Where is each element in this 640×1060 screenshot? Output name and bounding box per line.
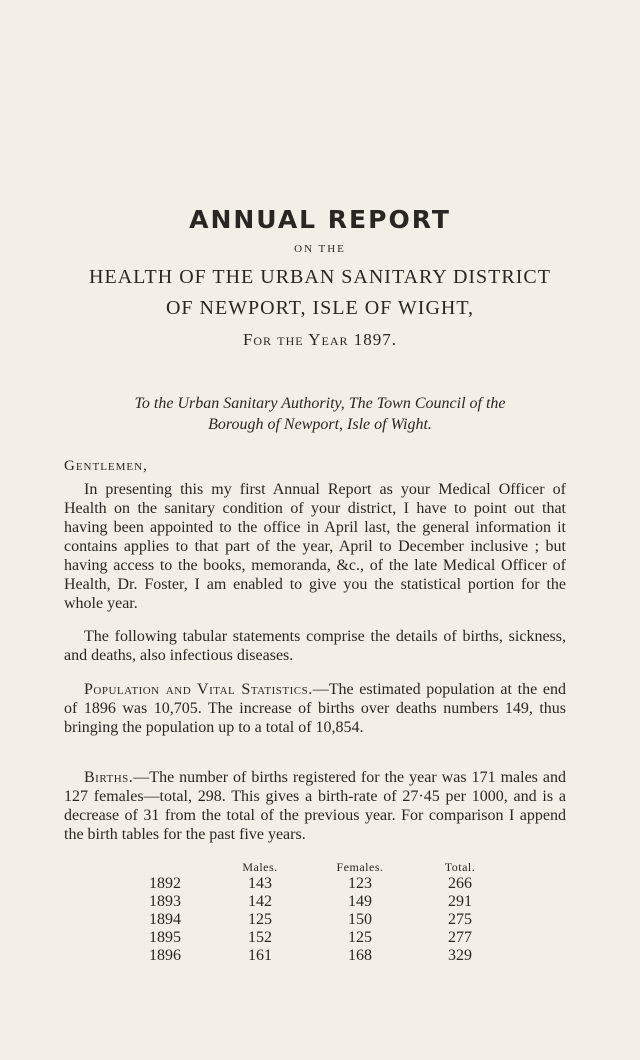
row-males: 142 <box>248 893 272 910</box>
row-total: 277 <box>448 929 472 946</box>
population-text: —The estimated population at the end of 1896 was 10,705. The increase of births over deaths numbers 149, thus bringing the population up to a total of 10,854. <box>64 681 566 736</box>
row-females: 168 <box>348 947 372 964</box>
row-year: 1896 <box>149 947 181 964</box>
report-year-line: For the Year 1897. <box>242 330 398 349</box>
row-year: 1894 <box>149 911 181 928</box>
row-year: 1895 <box>149 929 181 946</box>
header-year <box>120 860 210 875</box>
population-heading: Population and Vital Statistics. <box>84 681 313 698</box>
header-total: Total. <box>444 860 476 874</box>
row-females: 123 <box>348 875 372 892</box>
tabular-paragraph: The following tabular statements comprise the details of births, sickness, and deaths, also infectious diseases. <box>64 628 566 664</box>
report-district-line: HEALTH OF THE URBAN SANITARY DISTRICT <box>89 266 551 288</box>
report-subtitle-on-the: ON THE <box>294 243 346 255</box>
row-males: 152 <box>248 929 272 946</box>
births-table <box>120 860 510 965</box>
row-year: 1893 <box>149 893 181 910</box>
population-paragraph <box>64 680 566 737</box>
addressee-line-1: To the Urban Sanitary Authority, The Town Council of the <box>134 395 506 412</box>
row-females: 150 <box>348 911 372 928</box>
header-males: Males. <box>242 860 278 874</box>
salutation: Gentlemen, <box>64 458 148 474</box>
births-text: —The number of births registered for the year was 171 males and 127 females—total, 298. This gives a birth-rate of 27·45 per 1000, and is a decrease of 31 from the total of the previous year. For comparison I append the birth tables for the past five years. <box>64 769 566 843</box>
row-year: 1892 <box>149 875 181 892</box>
intro-paragraph <box>64 480 566 613</box>
table-row <box>120 893 510 911</box>
row-females: 149 <box>348 893 372 910</box>
row-total: 329 <box>448 947 472 964</box>
row-total: 266 <box>448 875 472 892</box>
row-males: 125 <box>248 911 272 928</box>
row-males: 161 <box>248 947 272 964</box>
births-heading: Births. <box>84 769 134 786</box>
row-males: 143 <box>248 875 272 892</box>
table-row <box>120 947 510 965</box>
row-total: 291 <box>448 893 472 910</box>
table-row <box>120 929 510 947</box>
table-row <box>120 875 510 893</box>
addressee-line-2: Borough of Newport, Isle of Wight. <box>208 416 432 433</box>
report-title: ANNUAL REPORT <box>189 205 451 234</box>
births-paragraph <box>64 768 566 844</box>
births-table-header <box>120 860 510 875</box>
table-row <box>120 911 510 929</box>
report-place-line: OF NEWPORT, ISLE OF WIGHT, <box>165 297 475 319</box>
row-total: 275 <box>448 911 472 928</box>
addressee-block <box>60 393 580 435</box>
header-females: Females. <box>336 860 384 874</box>
intro-text: In presenting this my first Annual Report as your Medical Officer of Health on the sanitary condition of your district, I have to point out that having been appointed to the office in April last, the general information it contains applies to that part of the year, April to December inclusive ; but having access to the books, memoranda, &c., of the late Medical Officer of Health, Dr. Foster, I am enabled to give you the statistical portion for the whole year. <box>64 481 566 612</box>
row-females: 125 <box>348 929 372 946</box>
